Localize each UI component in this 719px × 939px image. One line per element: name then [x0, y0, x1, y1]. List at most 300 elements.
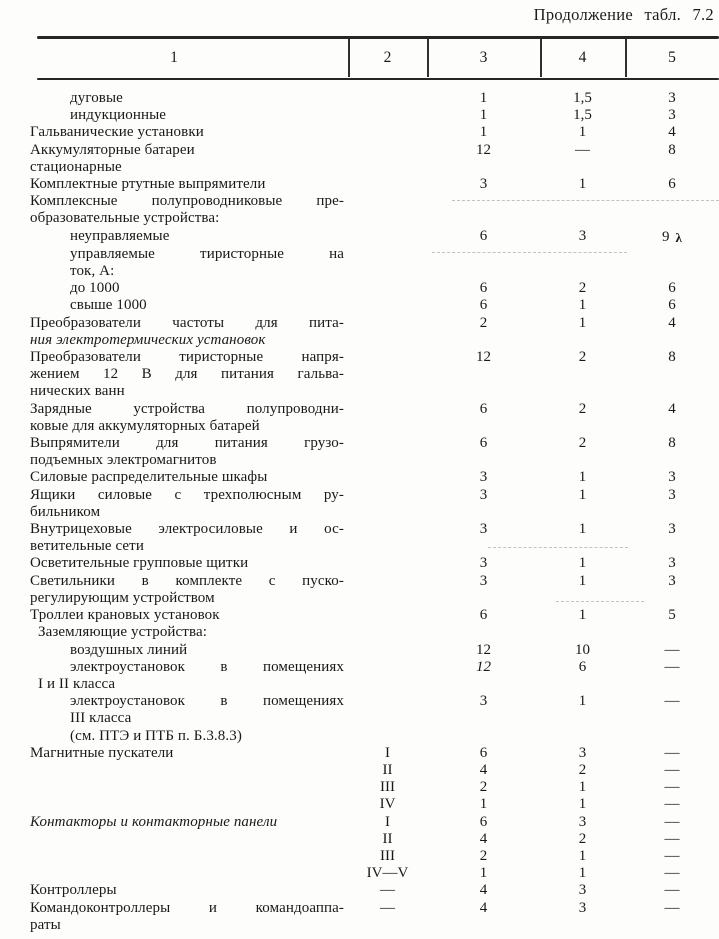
table-row [0, 297, 719, 314]
table-row [0, 882, 719, 899]
table-row [0, 848, 719, 865]
cell-col4 [540, 882, 625, 899]
scan-artifact-dash [452, 200, 719, 201]
cell-name [0, 762, 348, 779]
cell-col4 [540, 193, 625, 227]
cell-col4 [540, 814, 625, 831]
cell-value: 12 [476, 141, 491, 158]
cell-value: 4 [479, 830, 488, 847]
cell-value: 1 [578, 796, 587, 813]
cell-value: 1 [578, 314, 587, 331]
table-row [0, 728, 719, 745]
cell-name [0, 882, 348, 899]
cell-col4 [540, 728, 625, 745]
cell-col5 [625, 607, 719, 624]
cell-col4 [540, 865, 625, 882]
cell-value: 1 [578, 124, 587, 141]
cell-value: — [664, 761, 680, 778]
row-label-line: неуправляемые [70, 227, 170, 244]
cell-col2 [348, 349, 427, 401]
cell-col4 [540, 779, 625, 796]
row-label-line: Заземляющие устройства: [38, 624, 207, 641]
cell-value: 2 [578, 280, 587, 297]
cell-col3 [427, 401, 540, 435]
cell-value: IV [379, 796, 396, 813]
cell-col2 [348, 555, 427, 572]
table-row [0, 607, 719, 624]
cell-name [0, 124, 348, 141]
cell-value: — [380, 882, 395, 899]
cell-value: 6 [668, 280, 676, 297]
table-row [0, 228, 719, 246]
cell-col5 [625, 469, 719, 486]
row-label-line: Светильники в комплекте с пуско- [30, 572, 344, 589]
cell-value: 8 [668, 141, 676, 158]
cell-value: 3 [479, 176, 488, 193]
cell-col4 [540, 900, 625, 934]
cell-value: 3 [668, 521, 676, 538]
cell-value: — [380, 899, 395, 916]
row-label-line: I и II класса [38, 675, 116, 692]
cell-col5 [625, 142, 719, 176]
cell-name [0, 865, 348, 882]
cell-col2 [348, 848, 427, 865]
cell-col5 [625, 176, 719, 193]
cell-col4 [540, 624, 625, 641]
cell-col2 [348, 900, 427, 934]
cell-name [0, 555, 348, 572]
cell-col4 [540, 831, 625, 848]
cell-value: 3 [479, 469, 488, 486]
cell-col2 [348, 659, 427, 693]
cell-col2 [348, 796, 427, 813]
cell-value: 3 [668, 90, 676, 106]
cell-col2 [348, 728, 427, 745]
cell-col3 [427, 297, 540, 314]
cell-col3 [427, 176, 540, 193]
cell-col5 [625, 193, 719, 227]
row-label-line: жением 12 В для питания гальва- [30, 366, 344, 383]
cell-value: III [380, 779, 395, 796]
cell-col3 [427, 193, 540, 227]
cell-col2 [348, 607, 427, 624]
pen-mark: λ [675, 229, 682, 245]
cell-col4 [540, 349, 625, 401]
cell-col4 [540, 176, 625, 193]
cell-col2 [348, 90, 427, 107]
cell-value: 6 [479, 607, 488, 624]
cell-col2 [348, 521, 427, 555]
cell-col4 [540, 297, 625, 314]
cell-col3 [427, 435, 540, 469]
row-label-line: Осветительные групповые щитки [30, 555, 249, 572]
table-row [0, 487, 719, 521]
cell-col3 [427, 280, 540, 297]
table-row [0, 435, 719, 469]
cell-col5 [625, 487, 719, 521]
cell-col3 [427, 107, 540, 124]
cell-col4 [540, 848, 625, 865]
table-row [0, 315, 719, 349]
cell-value: 6 [479, 744, 488, 761]
cell-value: 1 [578, 486, 587, 503]
table-row [0, 779, 719, 796]
cell-name [0, 900, 348, 934]
cell-col5 [625, 762, 719, 779]
cell-name [0, 659, 348, 693]
cell-value: — [664, 830, 680, 847]
cell-col4 [540, 124, 625, 141]
cell-value: 6 [668, 297, 676, 314]
cell-value: 2 [479, 779, 488, 796]
row-label-line: Аккумуляторные батареи [30, 141, 195, 158]
cell-value: II [382, 830, 393, 847]
cell-value: II [382, 761, 393, 778]
cell-col3 [427, 659, 540, 693]
cell-name [0, 142, 348, 176]
scan-artifact-dash [432, 252, 627, 253]
table-row [0, 90, 719, 107]
cell-value: 1 [578, 297, 587, 314]
cell-value: 1 [578, 779, 587, 796]
cell-value: 3 [479, 521, 488, 538]
cell-value: 3 [578, 899, 587, 916]
cell-value: 2 [578, 435, 587, 452]
cell-col2 [348, 124, 427, 141]
cell-col2 [348, 865, 427, 882]
cell-col5 [625, 848, 719, 865]
cell-name [0, 228, 348, 246]
column-number-4: 4 [578, 49, 587, 66]
cell-value: 3 [668, 555, 676, 572]
cell-col4 [540, 142, 625, 176]
cell-col3 [427, 487, 540, 521]
cell-value: 3 [578, 227, 587, 244]
cell-col5 [625, 745, 719, 762]
cell-col5 [625, 521, 719, 555]
cell-col5 [625, 280, 719, 297]
row-label-line: Внутрицеховые электросиловые и ос- [30, 521, 344, 538]
cell-col5 [625, 659, 719, 693]
row-label-line: Контроллеры [30, 882, 117, 899]
cell-col3 [427, 142, 540, 176]
cell-col2 [348, 107, 427, 124]
table-row [0, 796, 719, 813]
cell-value: 1 [578, 865, 587, 882]
cell-value: 6 [479, 400, 488, 417]
cell-name [0, 90, 348, 107]
cell-col4 [540, 762, 625, 779]
cell-value: — [664, 693, 680, 710]
cell-col5 [625, 865, 719, 882]
table-row [0, 193, 719, 227]
column-number-3: 3 [479, 49, 488, 66]
cell-col4 [540, 107, 625, 124]
row-label-line: электроустановок в помещениях [70, 658, 344, 675]
cell-value: 1 [479, 796, 488, 813]
cell-col3 [427, 624, 540, 641]
cell-col3 [427, 900, 540, 934]
cell-value: 3 [479, 693, 488, 710]
cell-col5 [625, 831, 719, 848]
cell-col4 [540, 607, 625, 624]
cell-value: 1 [578, 469, 587, 486]
table-row [0, 246, 719, 280]
cell-col3 [427, 469, 540, 486]
row-label-line: свыше 1000 [70, 297, 147, 314]
cell-value: 4 [479, 761, 488, 778]
cell-value: 6 [479, 297, 488, 314]
cell-col4 [540, 555, 625, 572]
cell-col3 [427, 90, 540, 107]
cell-col3 [427, 762, 540, 779]
cell-col2 [348, 624, 427, 641]
cell-value: 3 [578, 813, 587, 830]
cell-col2 [348, 779, 427, 796]
cell-value: — [664, 882, 680, 899]
cell-name [0, 642, 348, 659]
cell-value: — [664, 847, 680, 864]
cell-value: 1 [578, 176, 587, 193]
cell-col2 [348, 297, 427, 314]
cell-name [0, 779, 348, 796]
cell-value: 9 [662, 228, 670, 245]
cell-col2 [348, 435, 427, 469]
cell-col3 [427, 693, 540, 727]
table-row [0, 521, 719, 555]
cell-value: — [664, 813, 680, 830]
cell-value: 2 [578, 400, 587, 417]
row-label-line: Ящики силовые с трехполюсным ру- [30, 486, 344, 503]
table-row [0, 900, 719, 934]
cell-name [0, 521, 348, 555]
cell-col2 [348, 573, 427, 607]
cell-col5 [625, 401, 719, 435]
table-row [0, 401, 719, 435]
row-label-line: Преобразователи частоты для пита- [30, 314, 344, 331]
cell-col5 [625, 814, 719, 831]
cell-col4 [540, 693, 625, 727]
row-label-line: III класса [70, 710, 132, 727]
cell-value: 1 [479, 107, 488, 124]
row-label-line: Силовые распределительные шкафы [30, 469, 268, 486]
row-label-line: нических ванн [30, 383, 125, 400]
cell-col5 [625, 297, 719, 314]
cell-col3 [427, 814, 540, 831]
row-label-line: индукционные [70, 107, 167, 124]
cell-value: 1 [578, 847, 587, 864]
cell-col2 [348, 142, 427, 176]
cell-col4 [540, 280, 625, 297]
cell-col4 [540, 745, 625, 762]
table-row [0, 555, 719, 572]
cell-value: 6 [479, 435, 488, 452]
cell-value: — [575, 141, 590, 158]
cell-col2 [348, 487, 427, 521]
cell-col3 [427, 745, 540, 762]
column-number-2: 2 [383, 49, 392, 66]
cell-col3 [427, 246, 540, 280]
cell-col2 [348, 176, 427, 193]
row-label-line: Контакторы и контакторные панели [30, 813, 278, 830]
cell-col5 [625, 90, 719, 107]
cell-name [0, 107, 348, 124]
table-row [0, 624, 719, 641]
cell-name [0, 624, 348, 641]
table-row [0, 814, 719, 831]
table-row [0, 762, 719, 779]
row-label-line: Преобразователи тиристорные напря- [30, 349, 344, 366]
cell-col3 [427, 555, 540, 572]
cell-name [0, 401, 348, 435]
cell-value: 3 [479, 555, 488, 572]
cell-value: 2 [578, 761, 587, 778]
row-label-line: Магнитные пускатели [30, 744, 174, 761]
table-row [0, 831, 719, 848]
cell-value: 5 [668, 607, 676, 624]
cell-value: 10 [575, 641, 590, 658]
cell-col2 [348, 814, 427, 831]
row-label-line: (см. ПТЭ и ПТБ п. Б.3.8.3) [70, 727, 242, 744]
table-header [0, 36, 719, 80]
cell-col2 [348, 882, 427, 899]
row-label-line: управляемые тиристорные на [70, 245, 344, 262]
cell-col5 [625, 779, 719, 796]
cell-col2 [348, 193, 427, 227]
scan-artifact-dash [488, 547, 628, 548]
table-row [0, 642, 719, 659]
row-label-line: воздушных линий [70, 641, 188, 658]
cell-value: 1 [578, 693, 587, 710]
table-row [0, 659, 719, 693]
cell-name [0, 176, 348, 193]
cell-value: 1 [578, 572, 587, 589]
cell-value: 12 [476, 658, 491, 675]
cell-col5 [625, 107, 719, 124]
cell-value: 4 [479, 899, 488, 916]
cell-value: 1 [578, 607, 587, 624]
table-body [0, 90, 719, 934]
cell-name [0, 315, 348, 349]
cell-value: 6 [479, 813, 488, 830]
cell-col3 [427, 848, 540, 865]
cell-name [0, 607, 348, 624]
cell-name [0, 487, 348, 521]
row-label-line: Гальванические установки [30, 124, 204, 141]
table-row [0, 124, 719, 141]
row-label-line: Выпрямители для питания грузо- [30, 435, 344, 452]
row-label-line: бильником [30, 503, 101, 520]
row-label-line: Комплексные полупроводниковые пре- [30, 193, 344, 210]
cell-col3 [427, 796, 540, 813]
cell-value: — [664, 865, 680, 882]
cell-col2 [348, 469, 427, 486]
cell-col5 [625, 228, 719, 246]
cell-name [0, 280, 348, 297]
scan-artifact-dash [556, 601, 644, 602]
cell-col3 [427, 728, 540, 745]
column-numbers-row [0, 36, 719, 80]
cell-value: 3 [668, 107, 676, 124]
cell-name [0, 193, 348, 227]
cell-value: 3 [668, 572, 676, 589]
cell-col4 [540, 659, 625, 693]
cell-col5 [625, 349, 719, 401]
cell-name [0, 297, 348, 314]
cell-name [0, 796, 348, 813]
cell-value: — [664, 744, 680, 761]
cell-value: 3 [479, 572, 488, 589]
column-number-5: 5 [668, 49, 676, 66]
cell-col4 [540, 521, 625, 555]
cell-col3 [427, 882, 540, 899]
cell-value: 1 [578, 555, 587, 572]
cell-col4 [540, 469, 625, 486]
cell-value: — [664, 779, 680, 796]
row-label-line: до 1000 [70, 280, 120, 297]
cell-value: 4 [668, 124, 676, 141]
cell-name [0, 469, 348, 486]
cell-name [0, 814, 348, 831]
cell-name [0, 848, 348, 865]
cell-value: 4 [668, 314, 676, 331]
cell-col4 [540, 315, 625, 349]
cell-value: 1,5 [573, 107, 592, 124]
cell-value: 1 [578, 521, 587, 538]
cell-name [0, 246, 348, 280]
cell-col2 [348, 831, 427, 848]
cell-value: 12 [476, 349, 491, 366]
cell-name [0, 693, 348, 727]
cell-value: III [380, 847, 395, 864]
cell-col2 [348, 762, 427, 779]
row-label-line: стационарные [30, 158, 122, 175]
cell-col5 [625, 315, 719, 349]
cell-value: 2 [578, 349, 587, 366]
cell-col3 [427, 642, 540, 659]
cell-value: 2 [479, 847, 488, 864]
cell-value: 1 [479, 865, 488, 882]
table-row [0, 176, 719, 193]
row-label-line: образовательные устройства: [30, 210, 220, 227]
row-label-line: ветительные сети [30, 538, 144, 555]
row-label-line: электроустановок в помещениях [70, 693, 344, 710]
cell-value: 6 [578, 658, 587, 675]
cell-col5 [625, 246, 719, 280]
cell-col5 [625, 642, 719, 659]
cell-name [0, 435, 348, 469]
cell-col3 [427, 521, 540, 555]
cell-col3 [427, 865, 540, 882]
cell-value: — [664, 899, 680, 916]
cell-col5 [625, 796, 719, 813]
cell-col4 [540, 90, 625, 107]
row-label-line: ния электротермических установок [30, 331, 266, 348]
table-row [0, 142, 719, 176]
row-label-line: регулирующим устройством [30, 589, 215, 606]
cell-name [0, 573, 348, 607]
cell-value: I [385, 813, 390, 830]
cell-col2 [348, 280, 427, 297]
row-label-line: дуговые [70, 90, 123, 106]
row-label-line: Командоконтроллеры и командоаппа- [30, 899, 344, 916]
cell-name [0, 745, 348, 762]
cell-name [0, 728, 348, 745]
cell-value: 4 [668, 400, 676, 417]
cell-value: 3 [578, 744, 587, 761]
cell-col2 [348, 693, 427, 727]
cell-value: 1 [479, 90, 488, 106]
